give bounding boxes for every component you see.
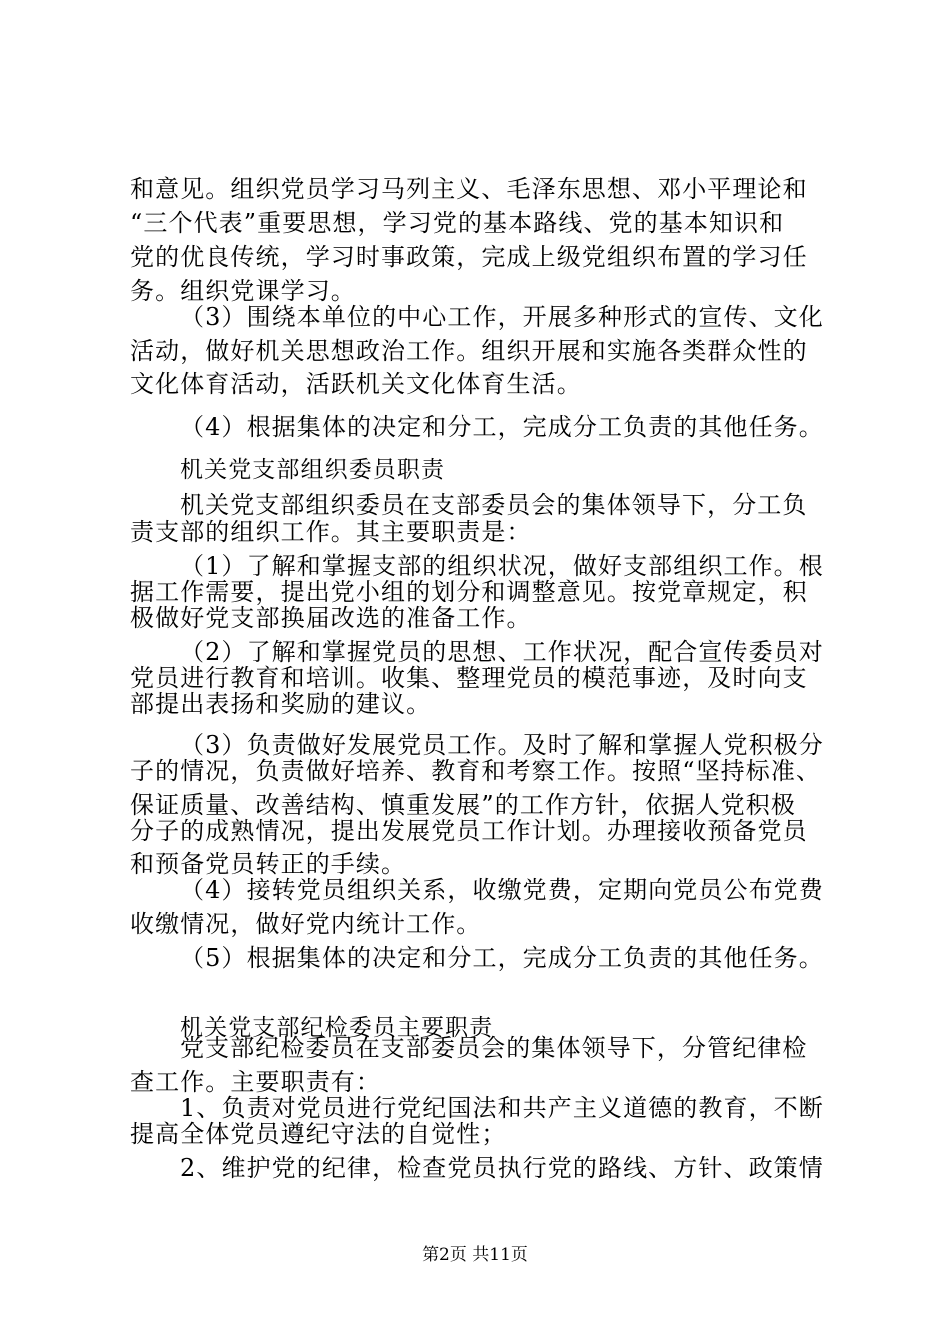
body-line: 和预备党员转正的手续。 [130, 850, 407, 878]
body-line: 据工作需要，提出党小组的划分和调整意见。按党章规定，积 [130, 578, 808, 606]
body-line: （2）了解和掌握党员的思想、工作状况，配合宣传委员对 [180, 638, 824, 666]
body-line: 极做好党支部换届改选的准备工作。 [130, 604, 532, 632]
body-line: 活动，做好机关思想政治工作。组织开展和实施各类群众性的 [130, 337, 808, 365]
body-line: （4）接转党员组织关系，收缴党费，定期向党员公布党费 [180, 876, 824, 904]
body-line: 子的情况，负责做好培养、教育和考察工作。按照“坚持标准、 [130, 757, 822, 785]
section-title: 机关党支部纪检委员主要职责 [180, 1015, 494, 1041]
page-number-footer: 第2页 共11页 [422, 1245, 528, 1265]
body-line: “三个代表”重要思想，学习党的基本路线、党的基本知识和 [130, 209, 785, 237]
body-line: 部提出表扬和奖励的建议。 [130, 690, 432, 718]
body-line: 和意见。组织党员学习马列主义、毛泽东思想、邓小平理论和 [130, 175, 808, 203]
body-line: 查工作。主要职责有： [130, 1068, 381, 1096]
body-line: （3）负责做好发展党员工作。及时了解和掌握人党积极分 [180, 731, 824, 759]
body-line: 收缴情况，做好党内统计工作。 [130, 910, 482, 938]
section-title: 机关党支部组织委员职责 [180, 457, 446, 483]
body-line: （5）根据集体的决定和分工，完成分工负责的其他任务。 [180, 944, 824, 972]
body-line: （3）围绕本单位的中心工作，开展多种形式的宣传、文化 [180, 303, 824, 331]
body-line: 党员进行教育和培训。收集、整理党员的模范事迹，及时向支 [130, 664, 808, 692]
body-line: 1、负责对党员进行党纪国法和共产主义道德的教育，不断 [180, 1094, 824, 1122]
body-line: 责支部的组织工作。其主要职责是： [130, 518, 532, 546]
body-line: （1）了解和掌握支部的组织状况，做好支部组织工作。根 [180, 552, 824, 580]
body-line: 2、维护党的纪律，检查党员执行党的路线、方针、政策情 [180, 1154, 824, 1182]
body-line: 党的优良传统，学习时事政策，完成上级党组织布置的学习任 [130, 243, 808, 271]
body-line: （4）根据集体的决定和分工，完成分工负责的其他任务。 [180, 413, 824, 441]
body-line: 文化体育活动，活跃机关文化体育生活。 [130, 370, 582, 398]
body-line: 机关党支部组织委员在支部委员会的集体领导下，分工负 [180, 491, 808, 519]
body-line: 提高全体党员遵纪守法的自觉性； [130, 1120, 507, 1148]
body-line: 党支部纪检委员在支部委员会的集体领导下，分管纪律检 [180, 1034, 808, 1062]
body-line: 务。组织党课学习。 [130, 277, 356, 305]
body-line: 保证质量、改善结构、慎重发展”的工作方针，依据人党积极 [130, 791, 796, 819]
body-line: 分子的成熟情况，提出发展党员工作计划。办理接收预备党员 [130, 817, 808, 845]
